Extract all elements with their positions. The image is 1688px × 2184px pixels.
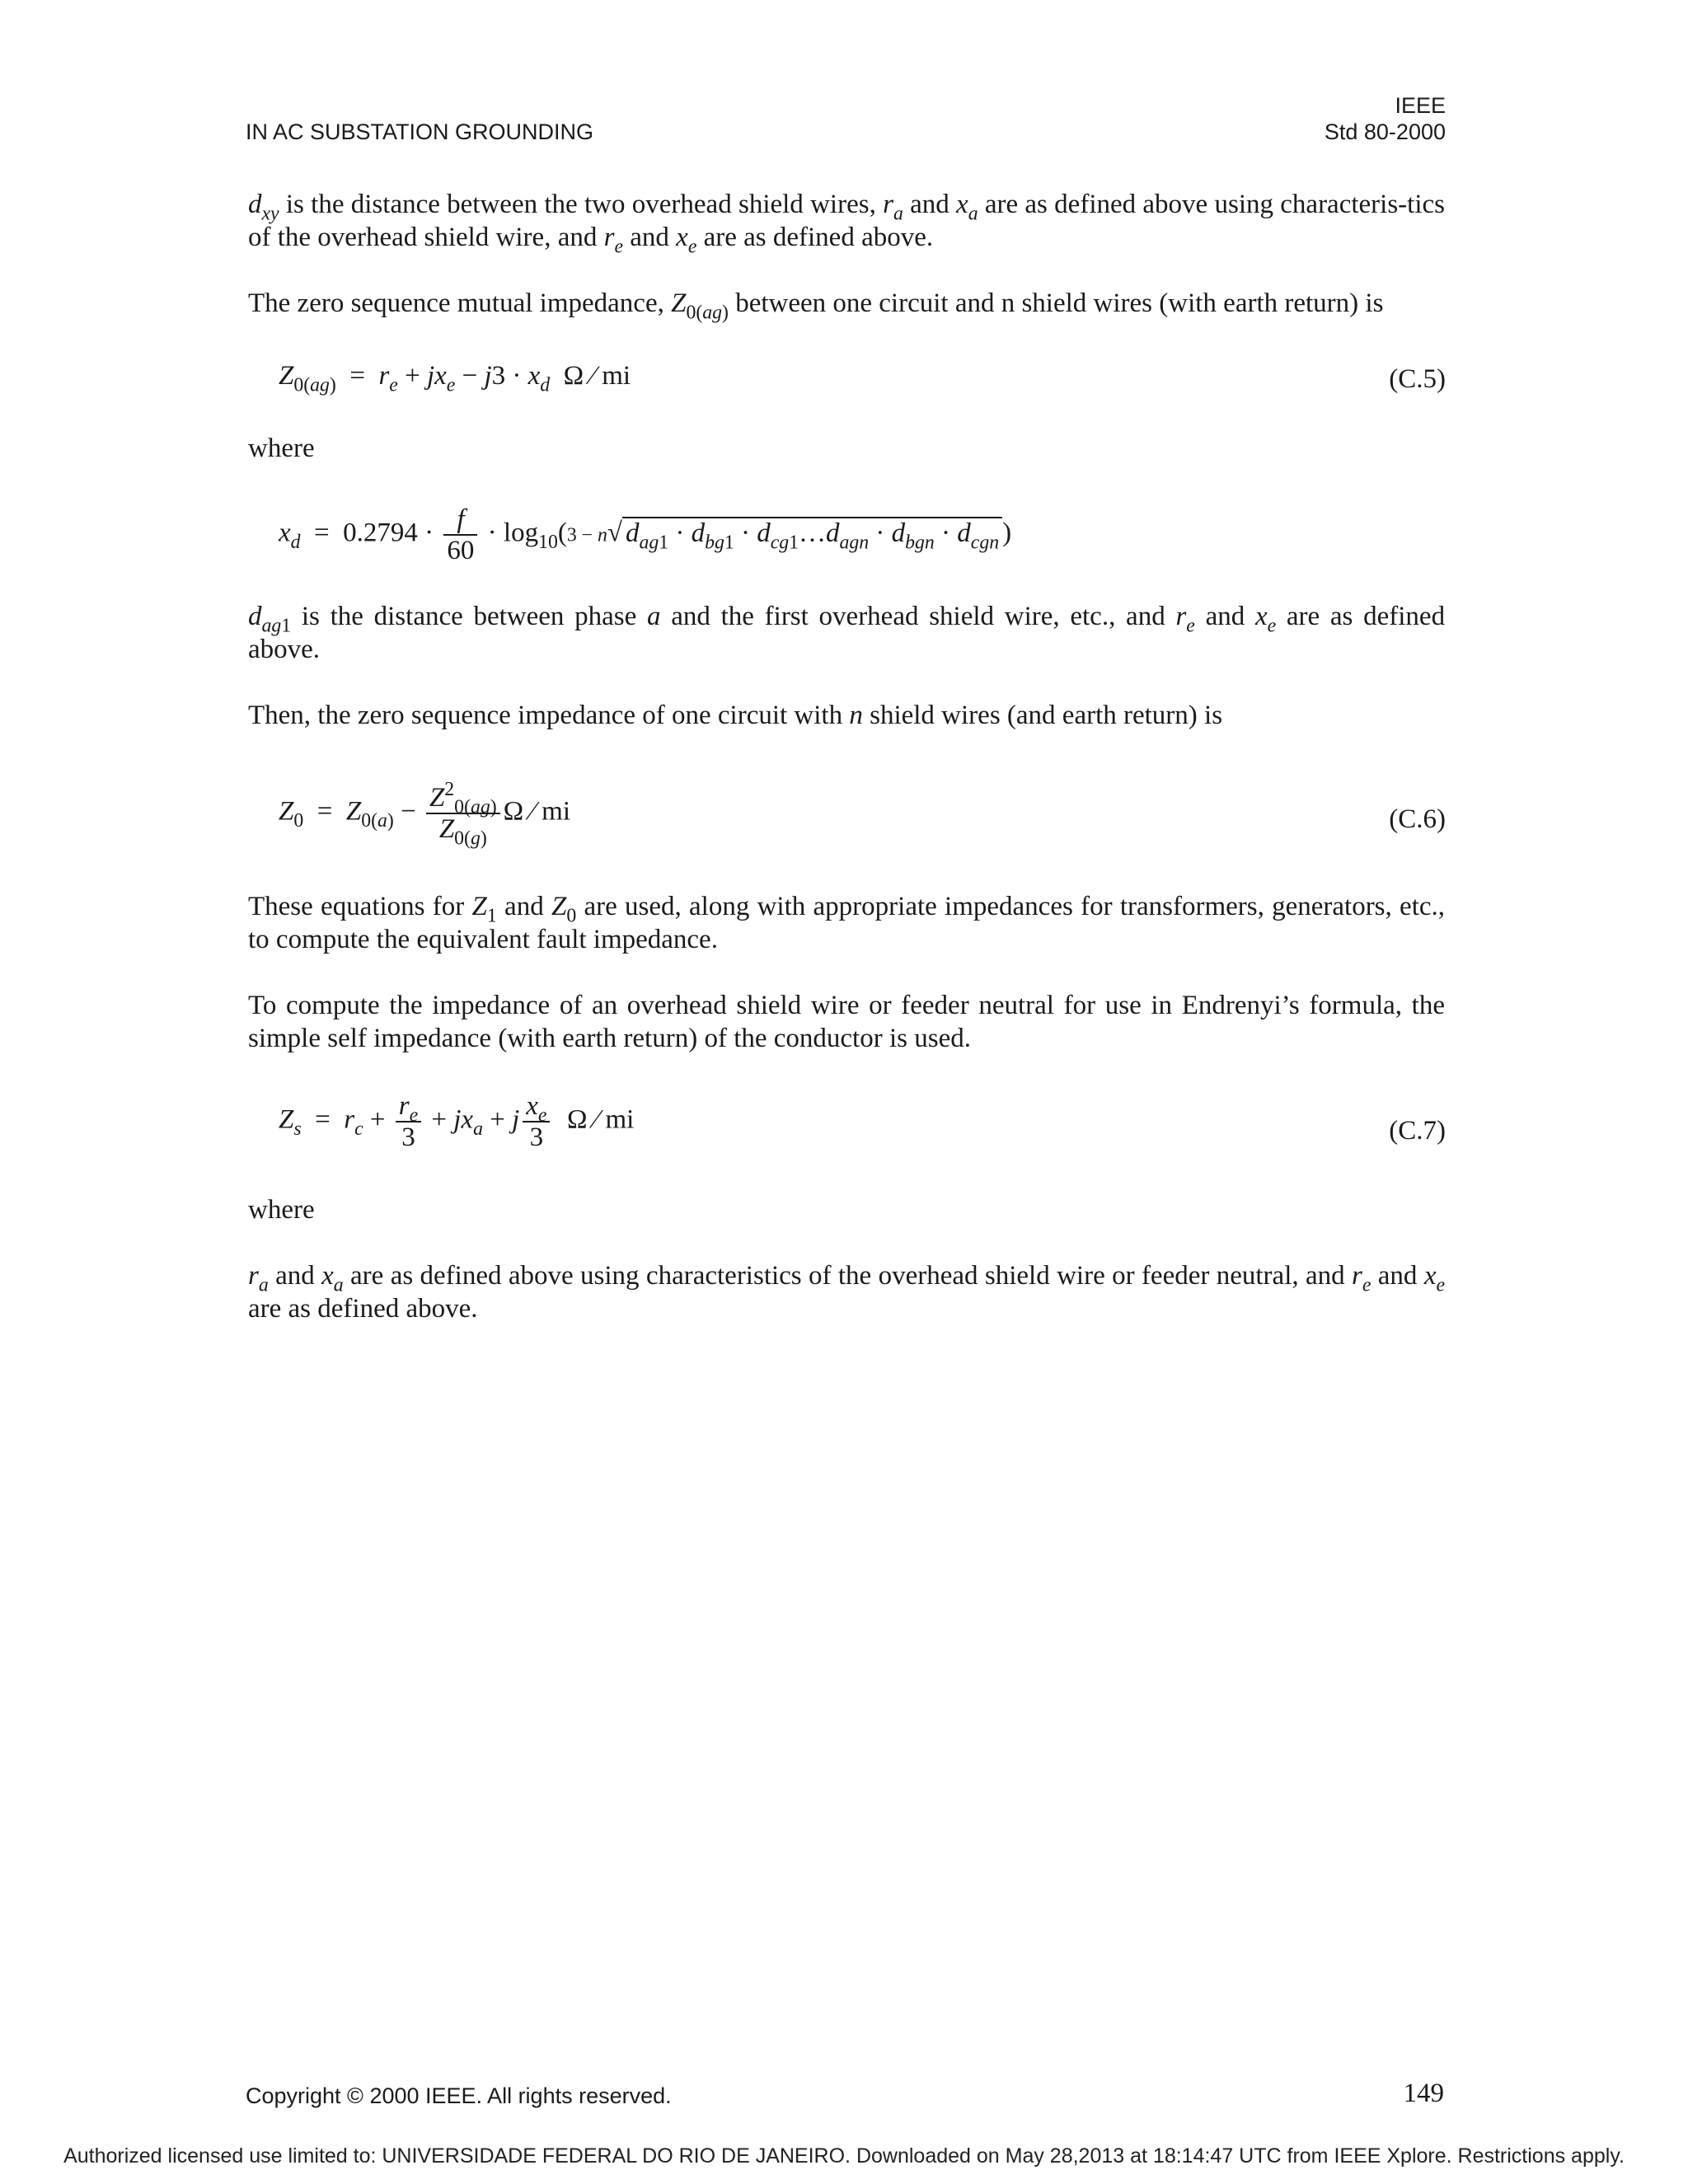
fraction-re-over-3: $\frac{r_e}{3}$ [396,1091,421,1152]
text-fragment: The zero sequence mutual impedance, [248,288,664,318]
equation-xd: $x_d = 0.2794$ · $\frac{f}{60}$ · $\log_{10}(3 - n√$ $d_{ag1} \cdot d_{bg1}$ · $d_{cg1}\dots d_{agn} \cdot d_{bgn} \cdot d_{cgn}$ ) [279,504,1012,565]
equation-c5: $Z_{0(ag)} = r_e + jx_e - j3 \cdot x_d$ Ω ⁄ mi [279,361,631,396]
text-fragment: and [1205,602,1245,631]
running-header-standard [1325,92,1446,145]
paragraph-zero-sequence-mutual: The zero sequence mutual impedance, $Z_{0(ag)}$ between one circuit and n shield wires (with earth return) is [248,288,1384,324]
root-index-three: 3 [566,524,577,546]
text-fragment: between one circuit and n shield wires (with earth return) is [735,288,1384,318]
text-fragment: and [630,223,669,252]
text-fragment: are as defined above using characteris-tics of the overhead shield wire, and [248,190,1445,252]
three: 3 [401,1122,415,1152]
fraction-z0ag-sq-over-z0g: $\frac{Z^2_{0(ag)}}{Z_{0(g)}}$ [426,783,500,844]
unit-ohm-per-mile: Ω ⁄ mi [563,361,631,391]
text-fragment: shield wires (and earth return) is [870,701,1223,730]
header-std-number: Std 80-2000 [1324,120,1446,144]
page-number: 149 [1403,2079,1444,2108]
paragraph-dag1-definition: $d_{ag1}$ is the distance between phase a and the first overhead shield wire, etc., and $r_e$ and $x_e$ are as defined above. [248,602,1446,664]
paragraph-endrenyi: To compute the impedance of an overhead shield wire or feeder neutral for use in Endrenyi’s formula, the simple self impedance (with earth return) of the conductor is used. [248,991,1445,1053]
unit-ohm-per-mile: Ω ⁄ mi [566,1104,635,1135]
text-fragment: are as defined above. [703,223,934,252]
unit-ohm-per-mile: Ω ⁄ mi [503,796,571,827]
text-fragment: and [504,892,544,921]
text-fragment: and [1377,1261,1418,1291]
header-ieee: IEEE [1395,93,1446,118]
text-fragment: are used, along with appropriate impedances for transformers, generators, etc., to compute the equivalent fault impedance. [248,892,1446,954]
log-symbol: log [503,518,539,548]
text-fragment: are as defined above. [248,602,1446,664]
text-fragment: and the first overhead shield wire, etc., and [671,602,1165,631]
paragraph-zero-sequence-impedance: Then, the zero sequence impedance of one circuit with n shield wires (and earth return) is [248,701,1223,730]
f-symbol: f [457,504,465,534]
text-fragment: are as defined above using characteristics of the overhead shield wire or feeder neutral, and [350,1261,1345,1291]
license-notice: Authorized licensed use limited to: UNIVERSIDADE FEDERAL DO RIO DE JANEIRO. Downloaded on May 28,2013 at 18:14:47 UTC from IEEE Xplore. Restrictions apply. [63,2144,1625,2168]
text-fragment: These equations for [248,892,465,921]
equation-number-c6: (C.6) [1389,804,1446,834]
text-fragment: and [910,190,950,219]
equation-c6: $Z_0 = Z_{0(a)}$ − $\frac{Z^2_{0(ag)}}{Z_{0(g)}}$ Ω ⁄ mi [279,778,571,850]
three: 3 [529,1122,544,1152]
equation-c7: $Z_s = r_c$ + $\frac{r_e}{3}$ + $jx_a + j$ $\frac{x_e}{3}$ Ω ⁄ mi [279,1091,635,1152]
fraction-f-over-60 [443,504,477,565]
fraction-xe-over-3: $\frac{x_e}{3}$ [523,1091,550,1152]
paragraph-dxy-definition: $d_{xy}$ is the distance between the two overhead shield wires, $r_a$ and $x_a$ are as defined above using characteris-tics of the overhead shield wire, and $r_e$ and $x_e$ are as defined above. [248,190,1445,258]
sixty: 60 [447,536,475,565]
equation-number-c7: (C.7) [1389,1116,1446,1146]
where-label: where [248,434,315,463]
text-fragment: Then, the zero sequence impedance of one circuit with [248,701,843,730]
text-fragment: and [275,1261,315,1291]
text-fragment: is the distance between the two overhead shield wires, [285,190,876,219]
footer-copyright: Copyright © 2000 IEEE. All rights reserved. [246,2083,672,2108]
paragraph-ra-xa-definition: $r_a$ and $x_a$ are as defined above using characteristics of the overhead shield wire or feeder neutral, and $r_e$ and $x_e$ are as defined above. [248,1261,1446,1324]
equation-number-c5: (C.5) [1389,364,1446,394]
running-header-title: IN AC SUBSTATION GROUNDING [246,120,594,144]
xd-coefficient: 0.2794 [343,518,418,548]
text-fragment: is the distance between phase [301,602,637,631]
paragraph-equations-usage: These equations for $Z_1$ and $Z_0$ are used, along with appropriate impedances for transformers, generators, etc., to compute the equivalent fault impedance. [248,892,1446,954]
log-base: 10 [538,531,558,553]
where-label-2: where [248,1195,315,1225]
text-fragment: are as defined above. [248,1294,478,1324]
